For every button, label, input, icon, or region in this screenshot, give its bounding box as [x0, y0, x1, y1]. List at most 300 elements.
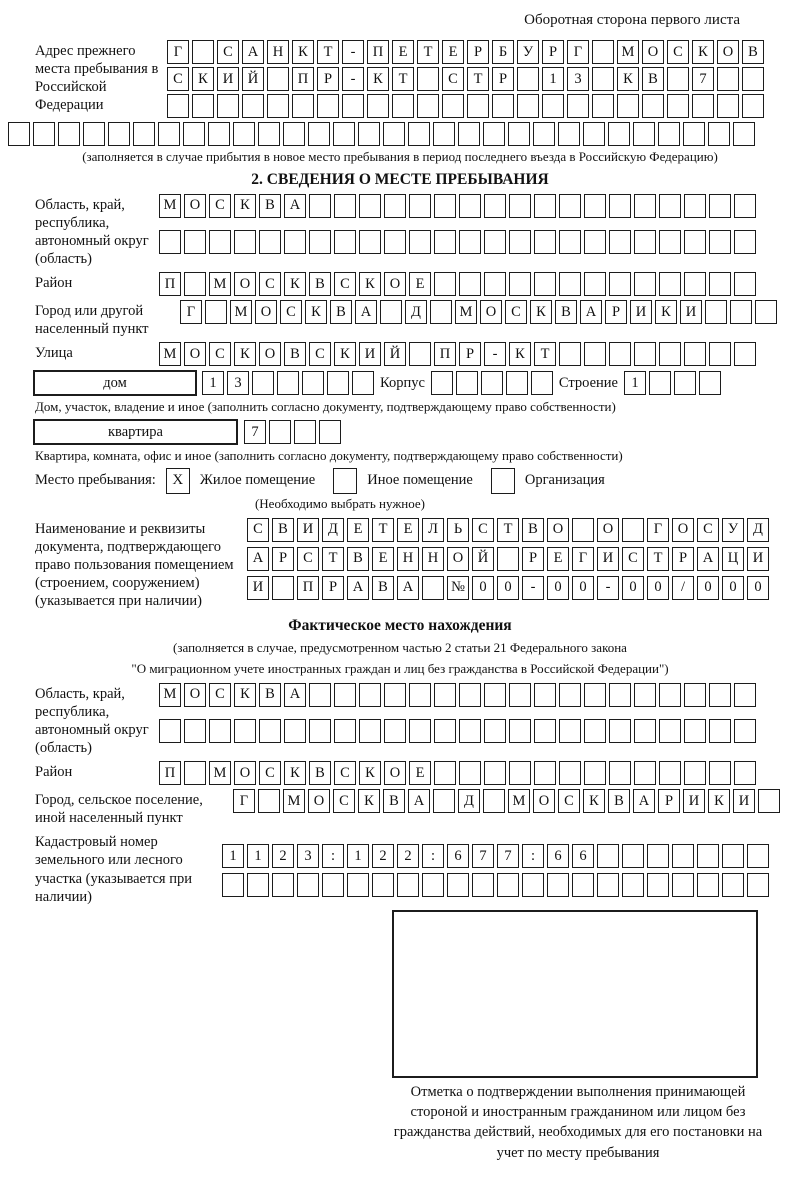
char-box[interactable] [409, 719, 431, 743]
char-box[interactable] [534, 230, 556, 254]
char-box[interactable]: К [292, 40, 314, 64]
char-box[interactable]: К [192, 67, 214, 91]
char-box[interactable]: О [184, 683, 206, 707]
char-box[interactable] [409, 683, 431, 707]
char-box[interactable] [609, 719, 631, 743]
char-box[interactable]: Т [322, 547, 344, 571]
char-box[interactable] [517, 94, 539, 118]
char-box[interactable] [684, 683, 706, 707]
char-box[interactable] [717, 67, 739, 91]
char-box[interactable] [259, 230, 281, 254]
char-box[interactable] [709, 719, 731, 743]
char-box[interactable] [609, 230, 631, 254]
char-box[interactable]: И [683, 789, 705, 813]
char-box[interactable]: Т [372, 518, 394, 542]
char-box[interactable]: Е [442, 40, 464, 64]
char-box[interactable] [459, 272, 481, 296]
char-box[interactable]: Р [492, 67, 514, 91]
char-box[interactable]: К [284, 272, 306, 296]
char-box[interactable]: С [558, 789, 580, 813]
char-box[interactable] [634, 719, 656, 743]
char-box[interactable] [158, 122, 180, 146]
char-box[interactable] [559, 272, 581, 296]
char-box[interactable] [267, 67, 289, 91]
char-box[interactable]: А [247, 547, 269, 571]
char-box[interactable]: С [167, 67, 189, 91]
char-box[interactable] [497, 873, 519, 897]
char-box[interactable] [684, 719, 706, 743]
char-box[interactable]: Г [180, 300, 202, 324]
char-box[interactable]: С [259, 761, 281, 785]
char-box[interactable] [533, 122, 555, 146]
char-box[interactable]: В [742, 40, 764, 64]
char-box[interactable] [547, 873, 569, 897]
char-box[interactable]: В [259, 194, 281, 218]
char-box[interactable] [597, 873, 619, 897]
char-box[interactable]: С [505, 300, 527, 324]
char-box[interactable] [684, 194, 706, 218]
char-box[interactable]: Ц [722, 547, 744, 571]
char-box[interactable]: О [480, 300, 502, 324]
char-box[interactable] [297, 873, 319, 897]
char-box[interactable] [622, 873, 644, 897]
char-box[interactable] [380, 300, 402, 324]
char-box[interactable] [684, 230, 706, 254]
char-box[interactable] [433, 789, 455, 813]
char-box[interactable] [233, 122, 255, 146]
char-box[interactable] [459, 230, 481, 254]
char-box[interactable]: А [355, 300, 377, 324]
char-box[interactable] [458, 122, 480, 146]
char-box[interactable] [483, 122, 505, 146]
char-box[interactable]: К [708, 789, 730, 813]
char-box[interactable]: Т [467, 67, 489, 91]
char-box[interactable] [509, 230, 531, 254]
char-box[interactable]: В [383, 789, 405, 813]
char-box[interactable]: К [655, 300, 677, 324]
char-box[interactable]: Е [397, 518, 419, 542]
char-box[interactable]: 6 [547, 844, 569, 868]
char-box[interactable] [617, 94, 639, 118]
char-box[interactable] [267, 94, 289, 118]
char-box[interactable] [634, 683, 656, 707]
char-box[interactable]: О [384, 272, 406, 296]
char-box[interactable]: П [292, 67, 314, 91]
char-box[interactable]: С [259, 272, 281, 296]
char-box[interactable] [747, 873, 769, 897]
char-box[interactable]: 7 [472, 844, 494, 868]
char-box[interactable] [509, 194, 531, 218]
char-box[interactable] [277, 371, 299, 395]
char-box[interactable]: В [555, 300, 577, 324]
char-box[interactable] [699, 371, 721, 395]
char-box[interactable]: - [342, 67, 364, 91]
char-box[interactable]: А [580, 300, 602, 324]
char-box[interactable]: Р [459, 342, 481, 366]
char-box[interactable]: : [522, 844, 544, 868]
char-box[interactable] [209, 719, 231, 743]
char-box[interactable]: В [608, 789, 630, 813]
char-box[interactable] [684, 761, 706, 785]
char-box[interactable]: С [667, 40, 689, 64]
char-box[interactable] [408, 122, 430, 146]
char-box[interactable] [583, 122, 605, 146]
char-box[interactable]: М [617, 40, 639, 64]
char-box[interactable] [308, 122, 330, 146]
char-box[interactable] [434, 230, 456, 254]
char-box[interactable]: 7 [692, 67, 714, 91]
char-box[interactable]: Р [467, 40, 489, 64]
char-box[interactable]: М [159, 342, 181, 366]
char-box[interactable] [609, 683, 631, 707]
char-box[interactable]: К [305, 300, 327, 324]
char-box[interactable]: 0 [472, 576, 494, 600]
char-box[interactable] [609, 194, 631, 218]
char-box[interactable]: С [697, 518, 719, 542]
char-box[interactable] [192, 94, 214, 118]
char-box[interactable] [697, 873, 719, 897]
char-box[interactable] [205, 300, 227, 324]
char-box[interactable]: Е [392, 40, 414, 64]
char-box[interactable]: И [247, 576, 269, 600]
char-box[interactable] [327, 371, 349, 395]
char-box[interactable] [284, 719, 306, 743]
char-box[interactable]: М [209, 272, 231, 296]
char-box[interactable]: Е [372, 547, 394, 571]
char-box[interactable] [734, 194, 756, 218]
char-box[interactable] [672, 844, 694, 868]
char-box[interactable] [83, 122, 105, 146]
char-box[interactable] [8, 122, 30, 146]
char-box[interactable] [167, 94, 189, 118]
char-box[interactable]: О [642, 40, 664, 64]
char-box[interactable] [359, 719, 381, 743]
char-box[interactable]: И [747, 547, 769, 571]
char-box[interactable] [472, 873, 494, 897]
char-box[interactable] [542, 94, 564, 118]
char-box[interactable]: О [447, 547, 469, 571]
char-box[interactable] [747, 844, 769, 868]
char-box[interactable]: Р [658, 789, 680, 813]
char-box[interactable]: П [367, 40, 389, 64]
char-box[interactable] [584, 272, 606, 296]
char-box[interactable] [567, 94, 589, 118]
char-box[interactable]: Г [167, 40, 189, 64]
char-box[interactable] [647, 873, 669, 897]
char-box[interactable]: А [347, 576, 369, 600]
char-box[interactable] [730, 300, 752, 324]
char-box[interactable] [597, 844, 619, 868]
char-box[interactable]: Р [322, 576, 344, 600]
char-box[interactable] [659, 230, 681, 254]
char-box[interactable]: 2 [272, 844, 294, 868]
char-box[interactable]: О [308, 789, 330, 813]
char-box[interactable]: А [697, 547, 719, 571]
char-box[interactable]: О [672, 518, 694, 542]
char-box[interactable] [622, 844, 644, 868]
char-box[interactable]: С [217, 40, 239, 64]
char-box[interactable] [649, 371, 671, 395]
char-box[interactable]: О [597, 518, 619, 542]
char-box[interactable] [309, 719, 331, 743]
char-box[interactable] [697, 844, 719, 868]
char-box[interactable]: 0 [572, 576, 594, 600]
char-box[interactable]: 7 [244, 420, 266, 444]
char-box[interactable] [709, 683, 731, 707]
char-box[interactable]: О [259, 342, 281, 366]
char-box[interactable]: О [384, 761, 406, 785]
char-box[interactable]: 0 [747, 576, 769, 600]
char-box[interactable] [642, 94, 664, 118]
char-box[interactable]: Г [233, 789, 255, 813]
char-box[interactable] [559, 719, 581, 743]
char-box[interactable]: Н [397, 547, 419, 571]
char-box[interactable] [572, 518, 594, 542]
char-box[interactable] [634, 230, 656, 254]
char-box[interactable]: - [484, 342, 506, 366]
stay-type-checkbox-organization[interactable] [491, 468, 515, 494]
char-box[interactable] [397, 873, 419, 897]
char-box[interactable]: 3 [227, 371, 249, 395]
char-box[interactable]: И [597, 547, 619, 571]
char-box[interactable]: И [733, 789, 755, 813]
char-box[interactable]: Т [647, 547, 669, 571]
char-box[interactable]: А [242, 40, 264, 64]
char-box[interactable] [302, 371, 324, 395]
char-box[interactable] [367, 94, 389, 118]
char-box[interactable]: Е [409, 761, 431, 785]
char-box[interactable]: К [583, 789, 605, 813]
char-box[interactable]: Б [492, 40, 514, 64]
char-box[interactable]: - [342, 40, 364, 64]
char-box[interactable] [252, 371, 274, 395]
char-box[interactable] [384, 194, 406, 218]
char-box[interactable] [531, 371, 553, 395]
char-box[interactable] [608, 122, 630, 146]
char-box[interactable] [234, 719, 256, 743]
char-box[interactable] [659, 719, 681, 743]
char-box[interactable]: П [297, 576, 319, 600]
stay-type-checkbox-residential[interactable]: X [166, 468, 190, 494]
char-box[interactable]: Й [384, 342, 406, 366]
char-box[interactable] [659, 342, 681, 366]
char-box[interactable] [633, 122, 655, 146]
char-box[interactable] [659, 194, 681, 218]
char-box[interactable] [383, 122, 405, 146]
char-box[interactable]: А [633, 789, 655, 813]
char-box[interactable] [705, 300, 727, 324]
char-box[interactable] [258, 789, 280, 813]
char-box[interactable]: Й [472, 547, 494, 571]
char-box[interactable] [108, 122, 130, 146]
char-box[interactable]: : [422, 844, 444, 868]
char-box[interactable] [592, 67, 614, 91]
char-box[interactable]: О [547, 518, 569, 542]
char-box[interactable] [208, 122, 230, 146]
char-box[interactable]: С [247, 518, 269, 542]
char-box[interactable]: Н [422, 547, 444, 571]
char-box[interactable] [456, 371, 478, 395]
char-box[interactable] [647, 844, 669, 868]
char-box[interactable]: О [184, 342, 206, 366]
char-box[interactable] [534, 683, 556, 707]
char-box[interactable] [292, 94, 314, 118]
char-box[interactable]: А [284, 194, 306, 218]
char-box[interactable]: В [272, 518, 294, 542]
char-box[interactable]: 1 [347, 844, 369, 868]
char-box[interactable]: К [367, 67, 389, 91]
char-box[interactable] [517, 67, 539, 91]
char-box[interactable]: 0 [647, 576, 669, 600]
char-box[interactable] [709, 194, 731, 218]
char-box[interactable]: Г [647, 518, 669, 542]
char-box[interactable]: № [447, 576, 469, 600]
char-box[interactable] [508, 122, 530, 146]
char-box[interactable]: О [184, 194, 206, 218]
char-box[interactable]: М [159, 194, 181, 218]
char-box[interactable] [584, 719, 606, 743]
char-box[interactable] [484, 683, 506, 707]
char-box[interactable] [484, 272, 506, 296]
char-box[interactable] [334, 230, 356, 254]
char-box[interactable] [534, 272, 556, 296]
char-box[interactable] [584, 342, 606, 366]
char-box[interactable] [758, 789, 780, 813]
char-box[interactable]: Р [522, 547, 544, 571]
char-box[interactable] [347, 873, 369, 897]
char-box[interactable]: В [642, 67, 664, 91]
char-box[interactable]: С [309, 342, 331, 366]
char-box[interactable]: - [522, 576, 544, 600]
char-box[interactable]: С [297, 547, 319, 571]
char-box[interactable] [434, 719, 456, 743]
char-box[interactable] [309, 194, 331, 218]
char-box[interactable] [283, 122, 305, 146]
char-box[interactable] [183, 122, 205, 146]
char-box[interactable]: Ь [447, 518, 469, 542]
char-box[interactable] [722, 873, 744, 897]
char-box[interactable]: М [209, 761, 231, 785]
char-box[interactable] [534, 719, 556, 743]
char-box[interactable] [384, 683, 406, 707]
char-box[interactable] [684, 342, 706, 366]
char-box[interactable]: Т [317, 40, 339, 64]
char-box[interactable]: П [434, 342, 456, 366]
char-box[interactable]: А [284, 683, 306, 707]
char-box[interactable] [755, 300, 777, 324]
char-box[interactable] [734, 230, 756, 254]
char-box[interactable]: Д [747, 518, 769, 542]
char-box[interactable] [742, 67, 764, 91]
char-box[interactable]: К [509, 342, 531, 366]
char-box[interactable] [708, 122, 730, 146]
char-box[interactable]: С [334, 272, 356, 296]
char-box[interactable] [584, 761, 606, 785]
char-box[interactable] [484, 719, 506, 743]
char-box[interactable]: С [442, 67, 464, 91]
char-box[interactable]: 0 [622, 576, 644, 600]
char-box[interactable] [184, 272, 206, 296]
char-box[interactable] [734, 342, 756, 366]
char-box[interactable] [459, 194, 481, 218]
char-box[interactable]: 1 [222, 844, 244, 868]
char-box[interactable]: Г [572, 547, 594, 571]
char-box[interactable] [509, 719, 531, 743]
char-box[interactable] [674, 371, 696, 395]
char-box[interactable] [434, 272, 456, 296]
char-box[interactable] [734, 272, 756, 296]
char-box[interactable] [422, 576, 444, 600]
char-box[interactable] [359, 194, 381, 218]
char-box[interactable] [492, 94, 514, 118]
char-box[interactable]: О [234, 272, 256, 296]
char-box[interactable]: С [280, 300, 302, 324]
char-box[interactable] [359, 230, 381, 254]
char-box[interactable]: В [330, 300, 352, 324]
char-box[interactable] [709, 272, 731, 296]
char-box[interactable]: С [209, 342, 231, 366]
char-box[interactable]: О [533, 789, 555, 813]
char-box[interactable] [133, 122, 155, 146]
char-box[interactable]: П [159, 761, 181, 785]
char-box[interactable] [159, 230, 181, 254]
char-box[interactable] [559, 194, 581, 218]
char-box[interactable] [184, 230, 206, 254]
char-box[interactable] [484, 194, 506, 218]
char-box[interactable]: Т [417, 40, 439, 64]
char-box[interactable] [184, 761, 206, 785]
char-box[interactable] [684, 272, 706, 296]
char-box[interactable]: В [309, 272, 331, 296]
char-box[interactable]: И [680, 300, 702, 324]
char-box[interactable]: Е [547, 547, 569, 571]
char-box[interactable]: К [234, 194, 256, 218]
char-box[interactable] [58, 122, 80, 146]
char-box[interactable] [409, 230, 431, 254]
char-box[interactable] [184, 719, 206, 743]
char-box[interactable]: М [283, 789, 305, 813]
char-box[interactable] [272, 873, 294, 897]
char-box[interactable] [609, 342, 631, 366]
char-box[interactable] [442, 94, 464, 118]
char-box[interactable] [509, 683, 531, 707]
char-box[interactable]: В [309, 761, 331, 785]
char-box[interactable] [584, 230, 606, 254]
char-box[interactable]: М [508, 789, 530, 813]
char-box[interactable] [534, 761, 556, 785]
char-box[interactable]: И [359, 342, 381, 366]
char-box[interactable] [717, 94, 739, 118]
char-box[interactable]: 3 [297, 844, 319, 868]
char-box[interactable] [433, 122, 455, 146]
char-box[interactable]: - [597, 576, 619, 600]
char-box[interactable]: 2 [372, 844, 394, 868]
char-box[interactable]: М [455, 300, 477, 324]
char-box[interactable]: К [358, 789, 380, 813]
char-box[interactable] [259, 719, 281, 743]
char-box[interactable] [609, 761, 631, 785]
char-box[interactable]: И [217, 67, 239, 91]
char-box[interactable] [483, 789, 505, 813]
char-box[interactable] [358, 122, 380, 146]
char-box[interactable] [659, 761, 681, 785]
char-box[interactable]: С [622, 547, 644, 571]
char-box[interactable] [431, 371, 453, 395]
char-box[interactable] [459, 683, 481, 707]
char-box[interactable]: 0 [497, 576, 519, 600]
stay-type-checkbox-other[interactable] [333, 468, 357, 494]
char-box[interactable] [192, 40, 214, 64]
